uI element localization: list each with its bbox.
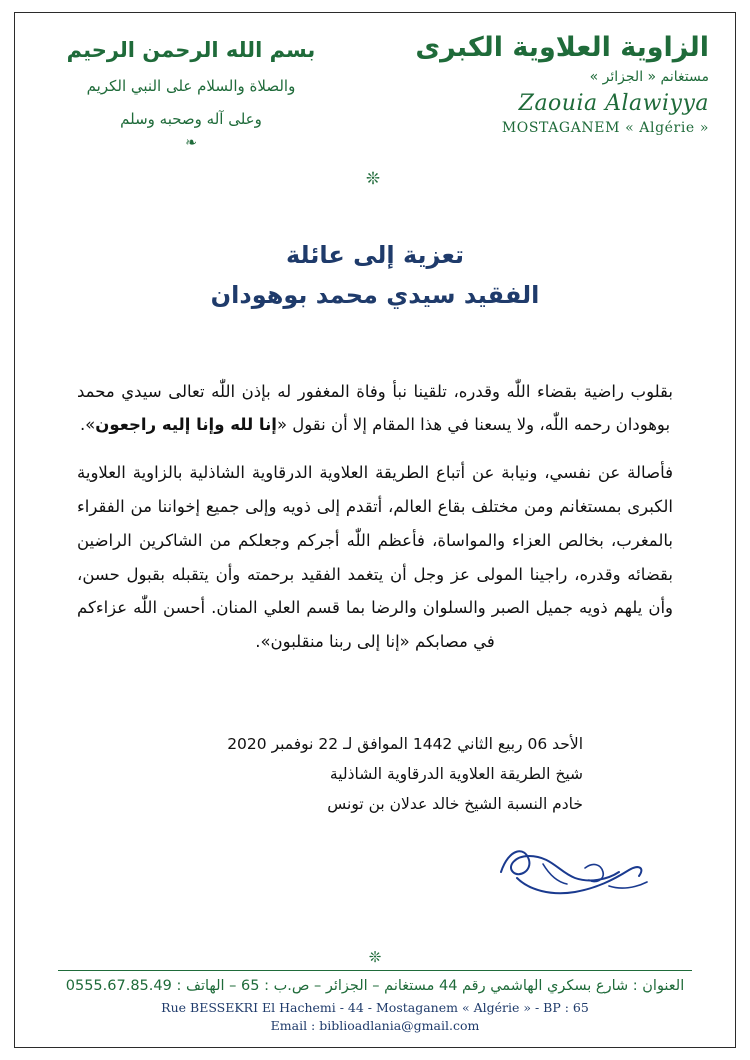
- signatory-name: خادم النسبة الشيخ خالد عدلان بن تونس: [327, 795, 583, 814]
- paragraph-1-part-2: ».: [79, 415, 96, 435]
- zaouia-name-arabic: الزاوية العلاوية الكبرى: [415, 32, 709, 63]
- footer-divider: [58, 970, 692, 971]
- zaouia-city-arabic: مستغانم « الجزائر »: [589, 68, 709, 85]
- footer-email: Email : biblioadlania@gmail.com: [270, 1018, 480, 1033]
- document-page: [14, 12, 736, 1048]
- salat-line-2: وعلى آله وصحبه وسلم: [120, 109, 262, 128]
- floral-sprig-icon: ❧: [185, 134, 197, 151]
- paragraph-2: فأصالة عن نفسي، ونيابة عن أتباع الطريقة العلاوية الدرقاوية الشاذلية بالزاوية العلاوية الكبرى بمستغانم ومن مختلف بقاع العالم، أتقدم إلى ذويه وإلى جميع إخواننا من الفقراء بالمغرب، بخالص العزاء والمواساة، فأعظم اللّٰه أجركم وجعلكم من الشاكرين الراضين بقضائه وقدره، راجينا المولى عز وجل أن يتغمد الفقيد برحمته وأن يتقبله بقبول حسن، وأن يلهم ذويه جميل الصبر والسلوان والرضا بما قسم العلي المنان. أحسن اللّٰه عزاءكم في مصابكم «إنا إلى ربنا منقلبون».: [77, 463, 673, 652]
- quran-quote: إنا لله وإنا إليه راجعون: [95, 415, 277, 435]
- footer-address-arabic: العنوان : شارع بسكري الهاشمي رقم 44 مستغانم – الجزائر – ص.ب : 65 – الهاتف : 0555.67.85.49: [65, 978, 685, 995]
- handwritten-signature-icon: [15, 838, 735, 908]
- letterhead-invocation: [41, 31, 341, 151]
- zaouia-name-latin: Zaouia Alawiyya: [518, 90, 709, 116]
- title-line-1: تعزية إلى عائلة: [285, 240, 465, 269]
- footer-address-french: Rue BESSEKRI El Hachemi - 44 - Mostaganem « Algérie » - BP : 65: [161, 1000, 589, 1016]
- letter-footer: [15, 948, 735, 1033]
- paragraph-1-part-1: بقلوب راضية بقضاء اللّٰه وقدره، تلقينا نبأ وفاة المغفور له بإذن اللّٰه تعالى سيدي محمد بوهودان رحمه اللّٰه، ولا يسعنا في هذا المقام إلا أن نقول «: [77, 381, 673, 435]
- letterhead-identity: [379, 31, 709, 136]
- letter-date: الأحد 06 ربيع الثاني 1442 الموافق لـ 22 نوفمبر 2020: [227, 735, 583, 753]
- document-content: [15, 13, 735, 1047]
- letter-body: [77, 375, 673, 660]
- signatory-title: شيخ الطريقة العلاوية الدرقاوية الشاذلية: [329, 765, 583, 784]
- floral-ornament-icon: ❊: [365, 168, 385, 189]
- signature-block: [15, 729, 735, 820]
- basmala-text: بسم الله الرحمن الرحيم: [66, 38, 316, 62]
- paragraph-1: [77, 375, 673, 443]
- salat-line-1: والصلاة والسلام على النبي الكريم: [86, 76, 296, 95]
- page-title: [15, 241, 735, 309]
- zaouia-city-latin: MOSTAGANEM « Algérie »: [501, 119, 709, 136]
- title-line-2: الفقيد سيدي محمد بوهودان: [210, 280, 540, 309]
- footer-ornament-icon: ❊: [368, 948, 382, 967]
- letterhead: [15, 13, 735, 151]
